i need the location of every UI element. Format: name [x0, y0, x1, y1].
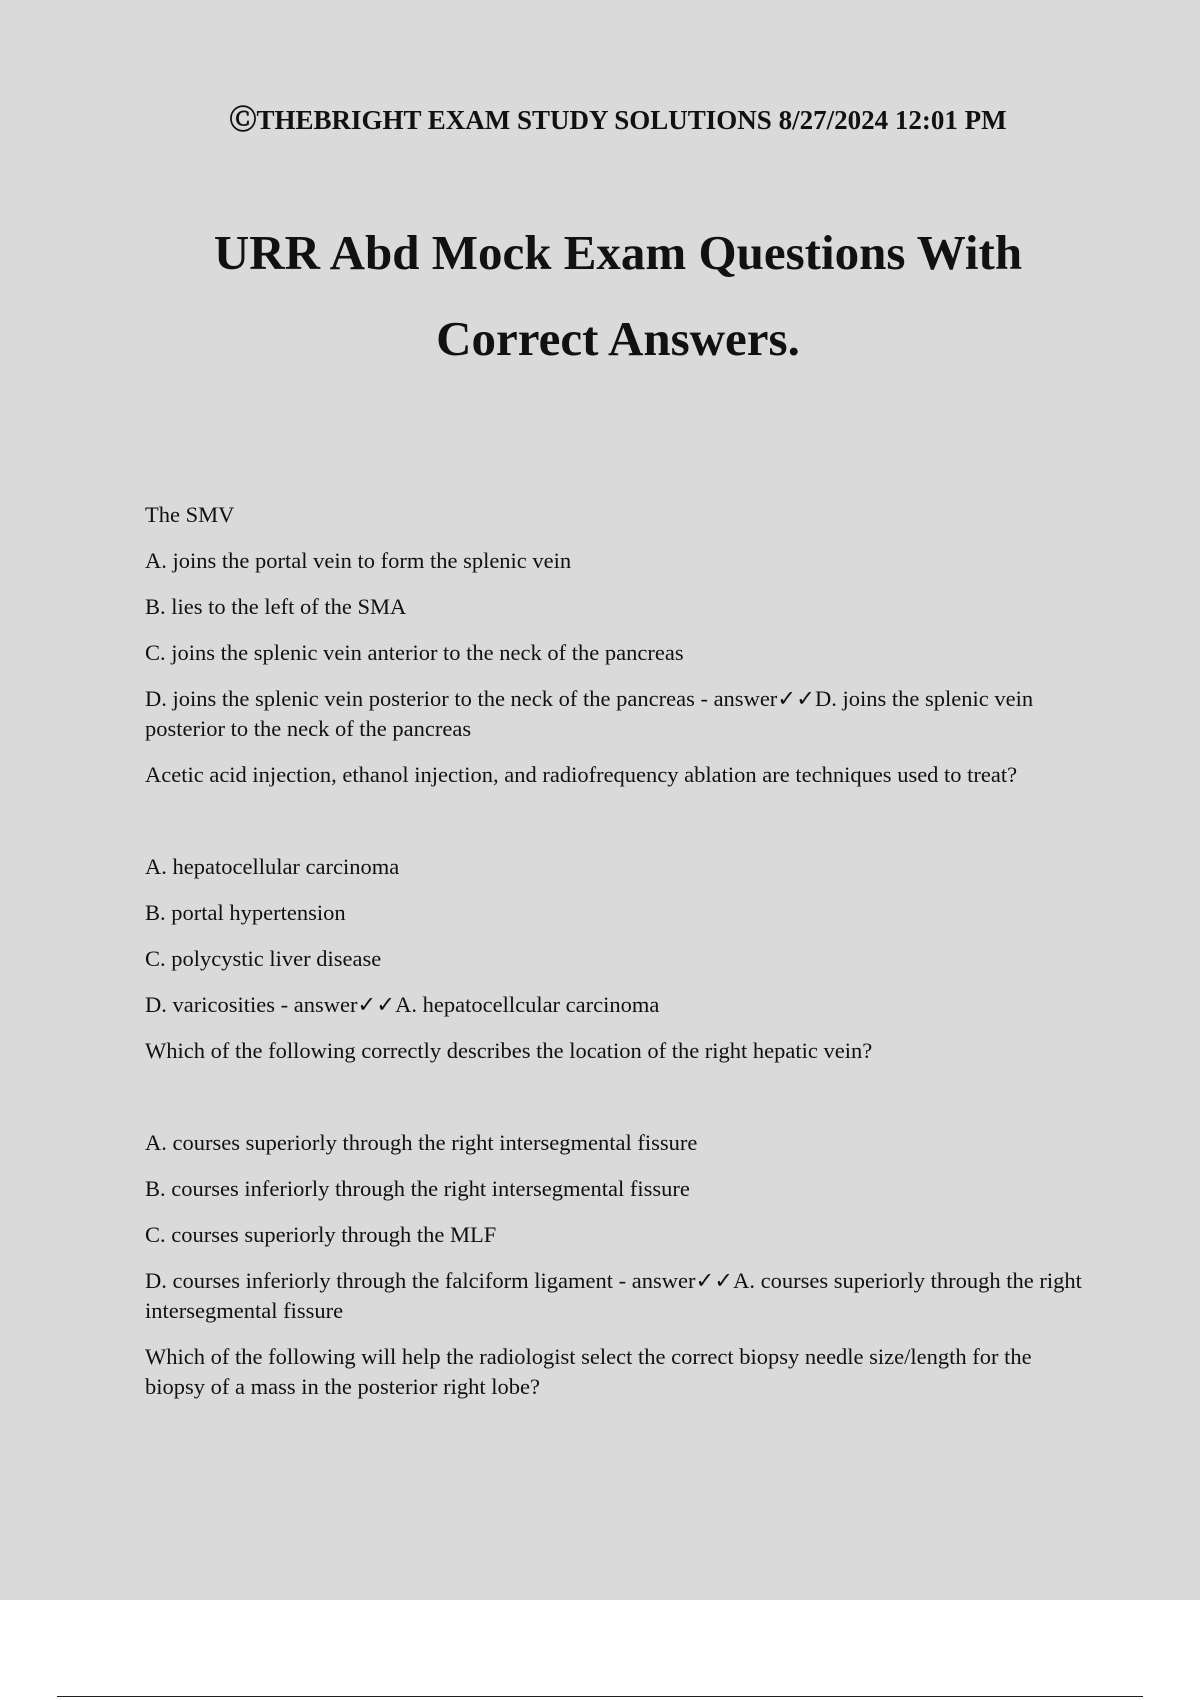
page-header: ⒸTHEBRIGHT EXAM STUDY SOLUTIONS 8/27/2024 12:01 PM — [229, 105, 1007, 135]
question-3-option-d-answer: D. courses inferiorly through the falciform ligament - answer✓✓A. courses superiorly through the right intersegmental fissure — [145, 1268, 1082, 1323]
question-1-option-c: C. joins the splenic vein anterior to the neck of the pancreas — [145, 640, 684, 665]
spacer — [145, 806, 1085, 852]
question-2-option-b: B. portal hypertension — [145, 900, 346, 925]
question-4-stem: Which of the following will help the radiologist select the correct biopsy needle size/length for the biopsy of a mass in the posterior right lobe? — [145, 1344, 1032, 1399]
question-1-stem: The SMV — [145, 502, 235, 527]
question-3-option-a: A. courses superiorly through the right intersegmental fissure — [145, 1130, 698, 1155]
question-1-option-d-answer: D. joins the splenic vein posterior to the neck of the pancreas - answer✓✓D. joins the splenic vein posterior to the neck of the pancreas — [145, 686, 1034, 741]
question-1-option-b: B. lies to the left of the SMA — [145, 594, 407, 619]
question-1-option-a: A. joins the portal vein to form the splenic vein — [145, 548, 572, 573]
question-3-option-c: C. courses superiorly through the MLF — [145, 1222, 497, 1247]
question-2-option-d-answer: D. varicosities - answer✓✓A. hepatocellcular carcinoma — [145, 992, 660, 1017]
question-2-option-a: A. hepatocellular carcinoma — [145, 854, 400, 879]
title-line-2: Correct Answers. — [436, 311, 800, 366]
questions-body — [145, 500, 1085, 1418]
question-3-stem: Which of the following correctly describes the location of the right hepatic vein? — [145, 1038, 873, 1063]
spacer — [145, 1082, 1085, 1128]
title-line-1: URR Abd Mock Exam Questions With — [213, 225, 1023, 280]
question-2-option-c: C. polycystic liver disease — [145, 946, 382, 971]
question-2-stem: Acetic acid injection, ethanol injection, and radiofrequency ablation are techniques used to treat? — [145, 762, 1018, 787]
footer-divider — [57, 1696, 1143, 1697]
question-3-option-b: B. courses inferiorly through the right intersegmental fissure — [145, 1176, 690, 1201]
document-title — [0, 210, 1200, 382]
